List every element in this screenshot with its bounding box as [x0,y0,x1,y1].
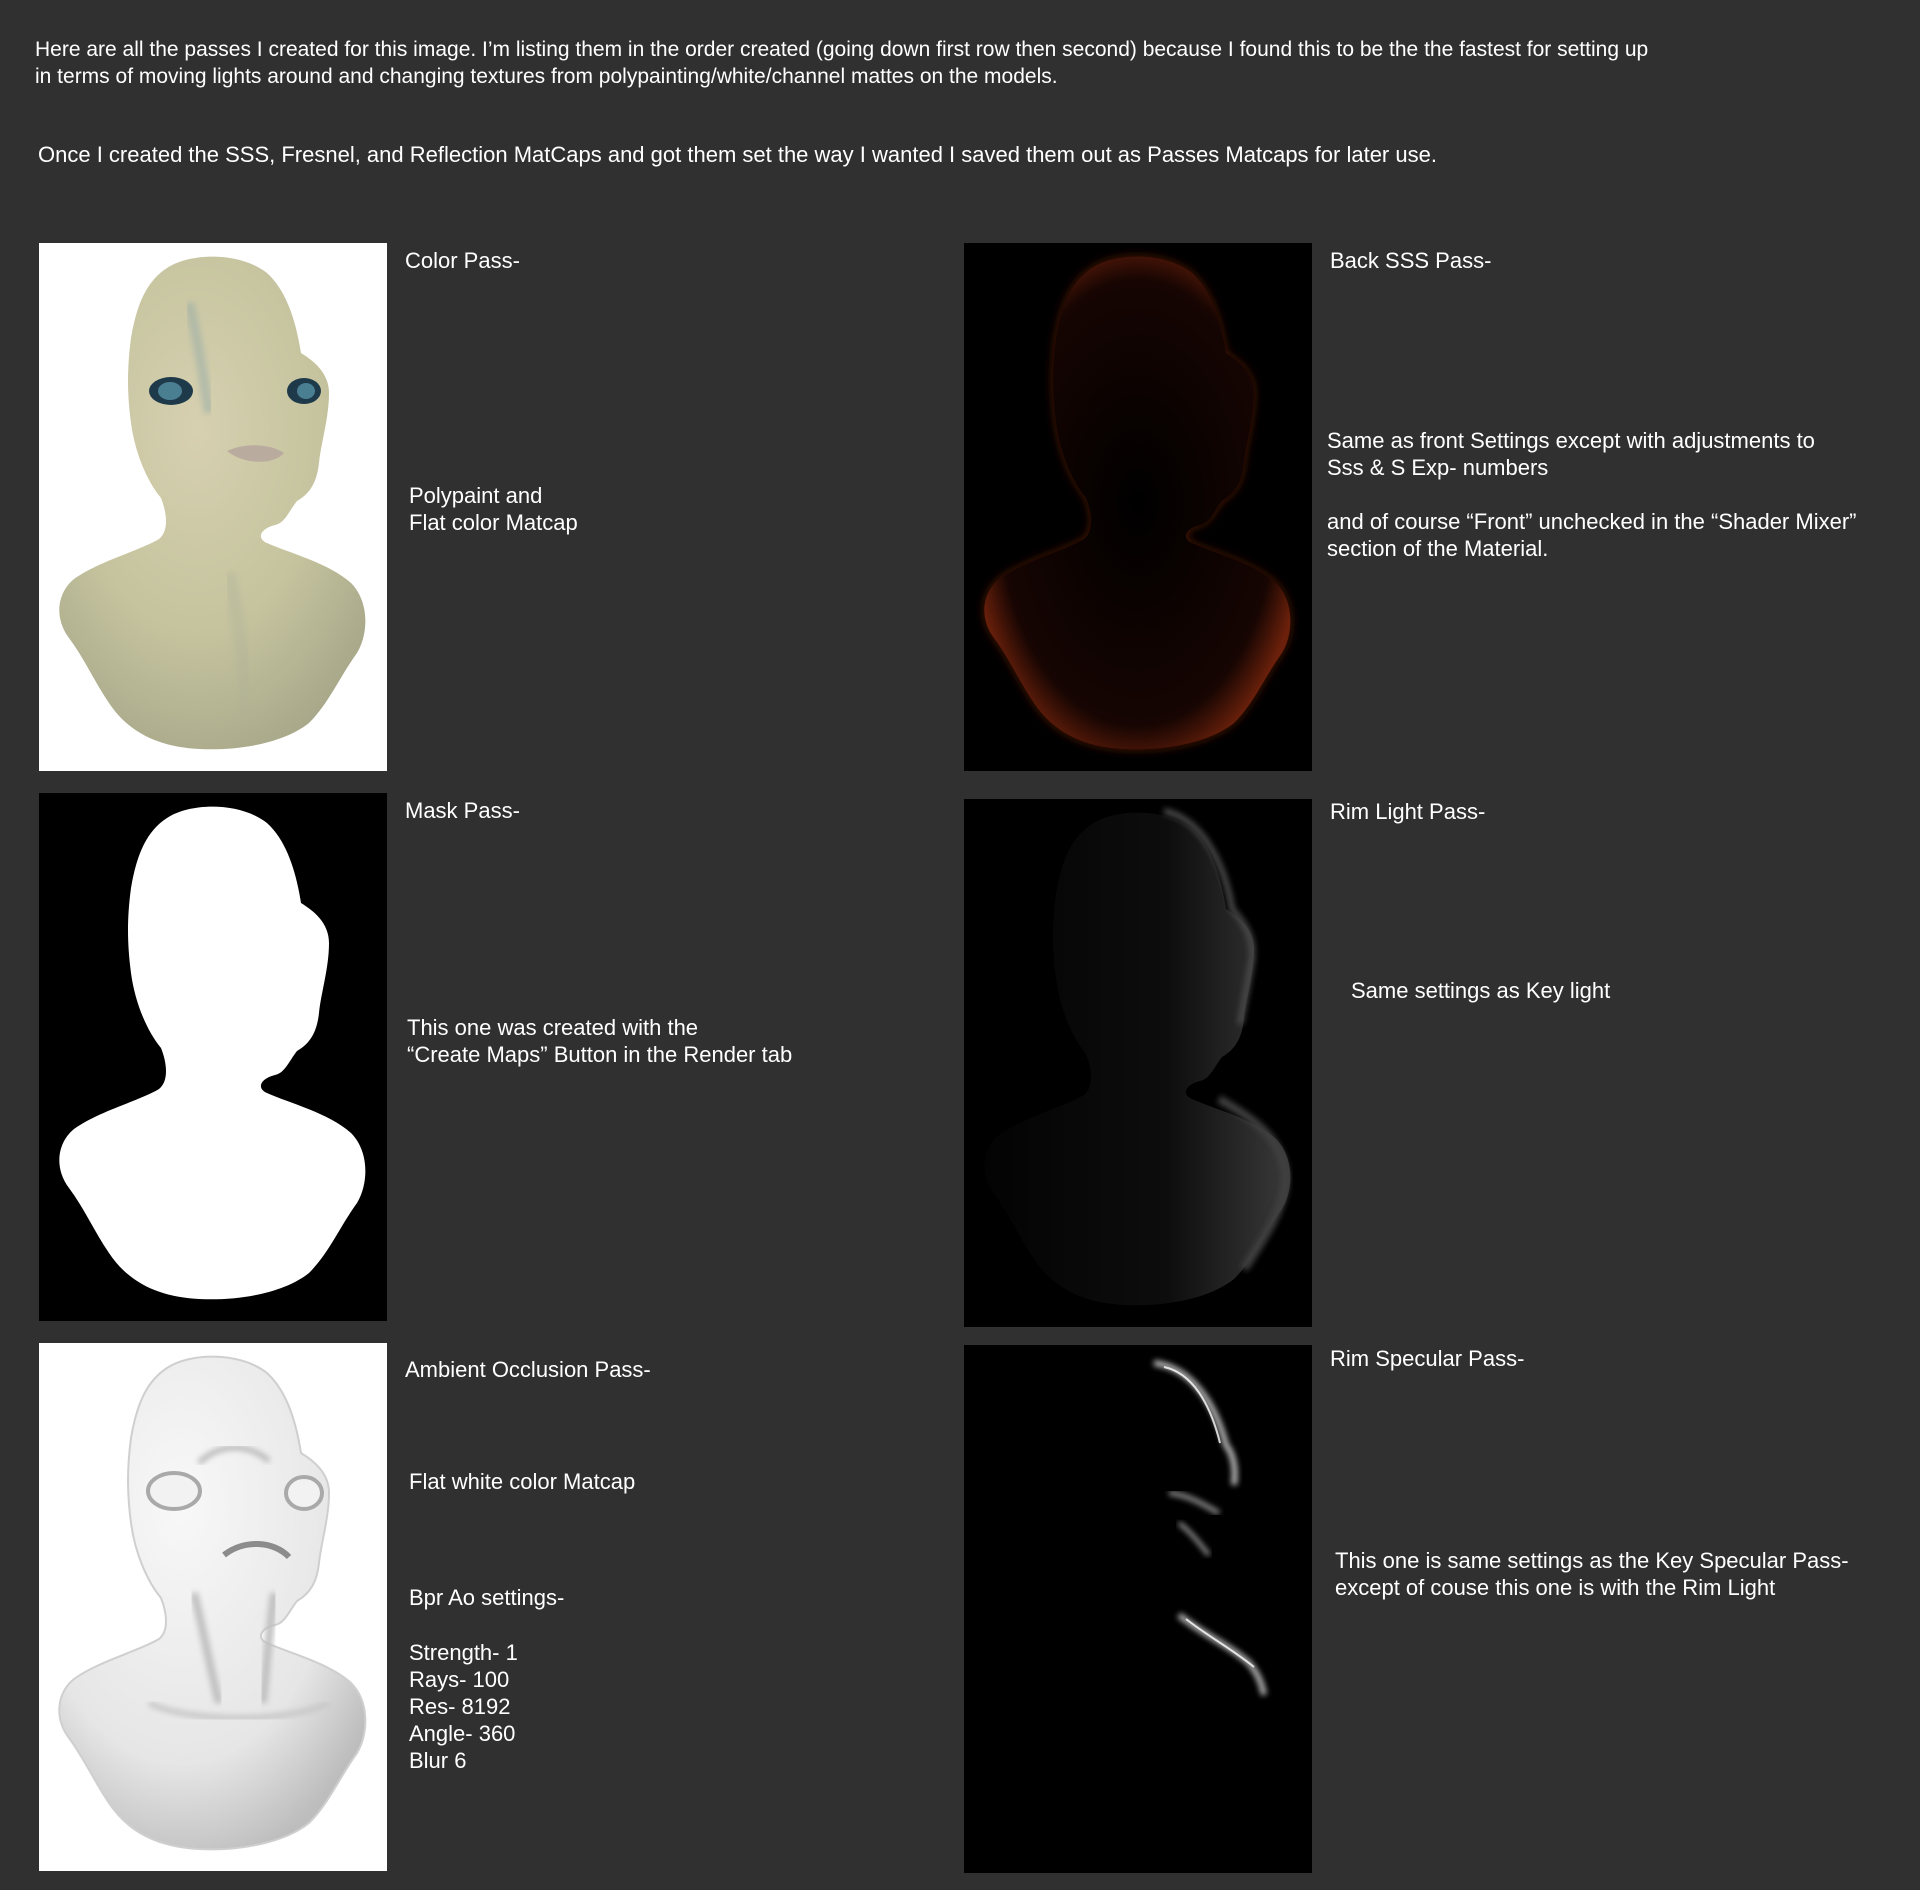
mask-pass-description: This one was created with the “Create Maps” Button in the Render tab [407,1015,793,1067]
ao-settings-title: Bpr Ao settings- [409,1585,565,1610]
ao-pass-description: Flat white color Matcap [409,1469,636,1494]
ao-pass-image [39,1343,387,1871]
mask-pass-title: Mask Pass- [405,798,520,823]
intro-paragraph-2: Once I created the SSS, Fresnel, and Reflection MatCaps and got them set the way I wanted I saved them out as Passes Matcaps for later use. [38,142,1437,167]
back-sss-pass-image [964,243,1312,771]
color-pass-description: Polypaint and Flat color Matcap [409,483,578,535]
rim-light-pass-description: Same settings as Key light [1351,978,1611,1003]
color-pass-image [39,243,387,771]
rim-specular-pass-description: This one is same settings as the Key Specular Pass- except of couse this one is with the Rim Light [1335,1548,1849,1600]
rim-specular-pass-title: Rim Specular Pass- [1330,1346,1525,1371]
color-pass-title: Color Pass- [405,248,520,273]
ao-settings-values: Strength- 1 Rays- 100 Res- 8192 Angle- 360 Blur 6 [409,1640,518,1773]
back-sss-pass-title: Back SSS Pass- [1330,248,1492,273]
ao-pass-title: Ambient Occlusion Pass- [405,1357,651,1382]
intro-paragraph-1: Here are all the passes I created for this image. I’m listing them in the order created (going down first row then second) because I found this to be the the fastest for setting up in terms of moving lights around and changing textures from polypainting/white/channel mattes on the models. [35,38,1649,88]
rim-specular-pass-image [964,1345,1312,1873]
rim-light-pass-title: Rim Light Pass- [1330,799,1486,824]
rim-light-pass-image [964,799,1312,1327]
back-sss-pass-description: Same as front Settings except with adjustments to Sss & S Exp- numbers and of course “Front” unchecked in the “Shader Mixer” section of the Material. [1327,428,1857,561]
mask-pass-image [39,793,387,1321]
